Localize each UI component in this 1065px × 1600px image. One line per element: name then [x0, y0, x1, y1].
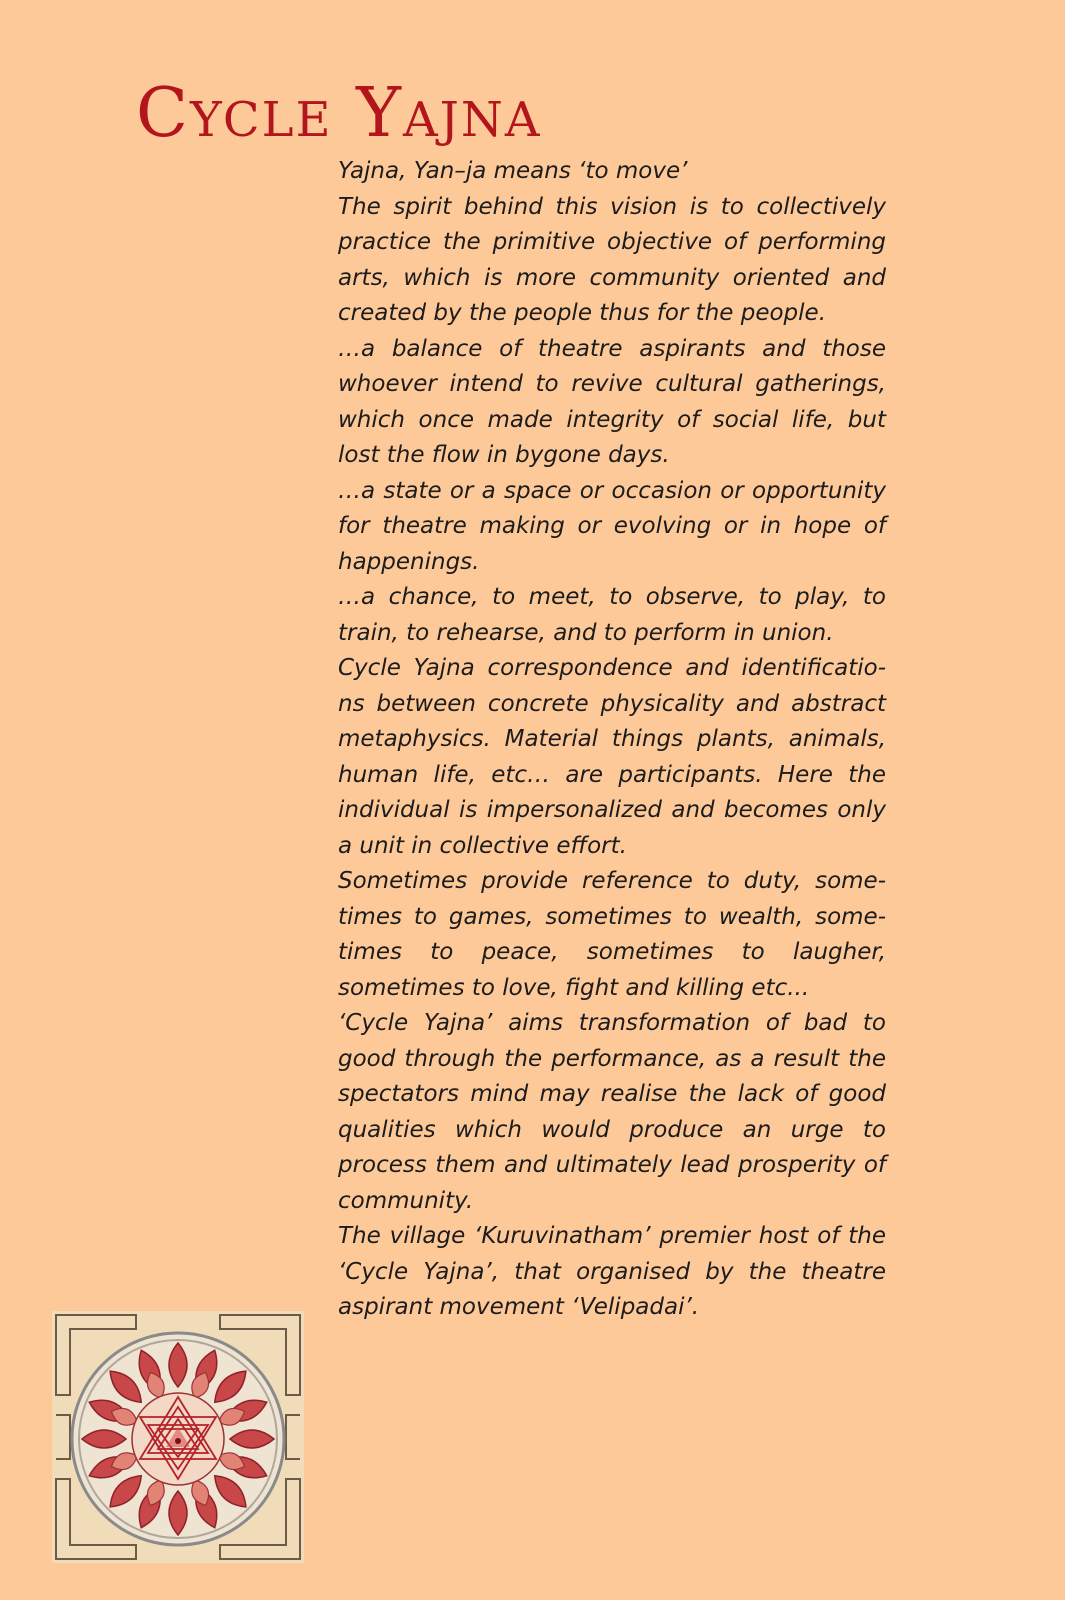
paragraph-5: …a chance, to meet, to observe, to play, to train, to rehearse, and to perform in union. — [338, 584, 886, 646]
paragraph-8: ‘Cycle Yajna’ aims transformation of bad to good through the performance, as a result the spectators mind may realise the lack of good qualities which would produce an urge to process them and ultimately lead prosperity of community. — [338, 1010, 886, 1214]
sri-yantra-lotus-icon — [48, 1307, 308, 1567]
yantra-bindu — [175, 1438, 181, 1444]
paragraph-6: Cycle Yajna correspondence and identificatio-ns between concrete physicality and abstract metaphysics. Material things plants, animals, human life, etc… are participants. Here the individual is impersonalized and becomes only a unit in collective effort. — [338, 655, 886, 859]
paragraph-4: …a state or a space or occasion or opportunity for theatre making or evolving or in hope of happenings. — [338, 477, 886, 575]
page-title: Cycle Yajna — [136, 74, 542, 153]
body-text — [338, 154, 886, 1326]
paragraph-1: Yajna, Yan–ja means ‘to move’ — [338, 158, 688, 184]
paragraph-9: The village ‘Kuruvinatham’ premier host of the ‘Cycle Yajna’, that organised by the theatre aspirant movement ‘Velipadai’. — [338, 1223, 886, 1320]
paragraph-2: The spirit behind this vision is to collectively practice the primitive objective of performing arts, which is more community oriented and created by the people thus for the people. — [338, 193, 886, 326]
paragraph-3: …a balance of theatre aspirants and those whoever intend to revive cultural gatherings, which once made integrity of social life, but lost the flow in bygone days. — [338, 335, 886, 468]
paragraph-7: Sometimes provide reference to duty, some-times to games, sometimes to wealth, some-times to peace, sometimes to laugher, sometimes to love, fight and killing etc... — [338, 868, 886, 1001]
